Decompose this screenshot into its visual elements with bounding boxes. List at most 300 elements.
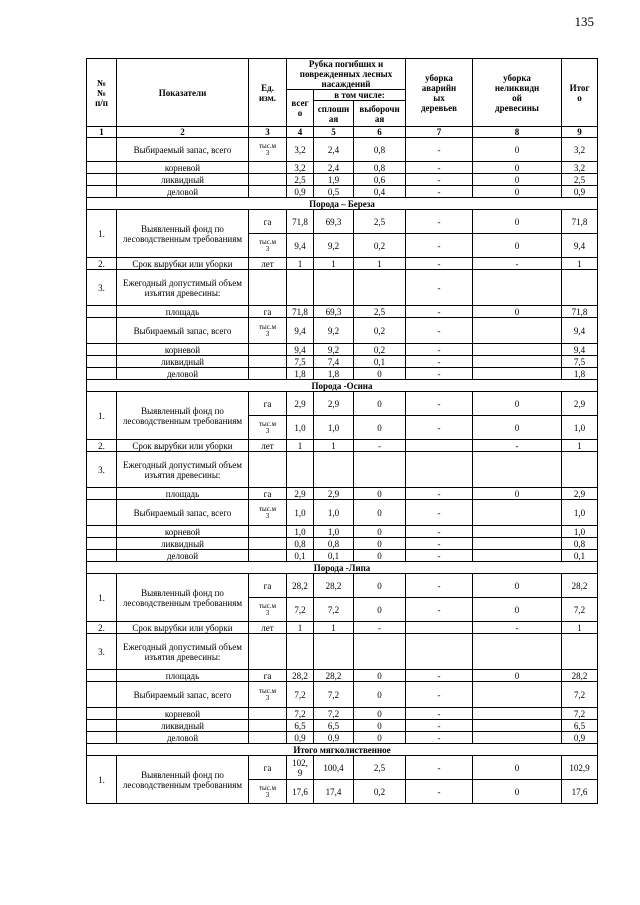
table-cell xyxy=(249,356,287,368)
table-row xyxy=(87,356,598,368)
table-cell: 0,9 xyxy=(562,732,598,744)
table-row xyxy=(87,258,598,270)
table-cell xyxy=(473,550,562,562)
table-cell xyxy=(354,634,406,670)
table-cell: - xyxy=(406,306,473,318)
table-cell xyxy=(473,708,562,720)
unit-cell: тыс.м 3 xyxy=(249,416,287,440)
table-cell xyxy=(87,732,117,744)
table-cell xyxy=(87,174,117,186)
column-number: 9 xyxy=(562,127,598,138)
table-cell xyxy=(249,550,287,562)
table-row xyxy=(87,670,598,682)
table-cell xyxy=(473,526,562,538)
table-cell: 0,2 xyxy=(354,780,406,804)
indicator-name: Выбираемый запас, всего xyxy=(117,318,249,344)
table-cell xyxy=(249,634,287,670)
table-cell xyxy=(87,500,117,526)
table-cell: - xyxy=(406,574,473,598)
table-cell: 9,4 xyxy=(562,318,598,344)
table-cell: 2,9 xyxy=(314,392,354,416)
table-cell xyxy=(87,368,117,380)
table-cell: 0 xyxy=(354,368,406,380)
table-cell: 7,2 xyxy=(314,708,354,720)
column-number: 2 xyxy=(117,127,249,138)
unit-cell: га xyxy=(249,488,287,500)
table-cell xyxy=(249,368,287,380)
table-cell: - xyxy=(354,622,406,634)
table-cell: 1,0 xyxy=(287,416,314,440)
table-cell: 9,2 xyxy=(314,318,354,344)
table-cell: 0,8 xyxy=(354,138,406,162)
table-cell: - xyxy=(406,368,473,380)
page-number: 135 xyxy=(574,14,594,29)
table-cell xyxy=(406,622,473,634)
table-cell: 7,5 xyxy=(287,356,314,368)
column-number: 7 xyxy=(406,127,473,138)
table-cell: 71,8 xyxy=(562,210,598,234)
table-cell: 1,0 xyxy=(562,416,598,440)
table-row xyxy=(87,574,598,598)
table-cell xyxy=(87,550,117,562)
indicator-name: деловой xyxy=(117,732,249,744)
table-cell xyxy=(473,318,562,344)
table-cell xyxy=(87,138,117,162)
table-cell: - xyxy=(406,344,473,356)
table-cell: 2,9 xyxy=(287,488,314,500)
table-row xyxy=(87,622,598,634)
table-cell: 0 xyxy=(354,550,406,562)
table-cell: 17,6 xyxy=(562,780,598,804)
table-row xyxy=(87,380,598,392)
table-cell: 2. xyxy=(87,258,117,270)
table-cell xyxy=(473,368,562,380)
column-number: 3 xyxy=(249,127,287,138)
indicator-name: площадь xyxy=(117,670,249,682)
table-row xyxy=(87,440,598,452)
indicator-name: ликвидный xyxy=(117,174,249,186)
table-cell: - xyxy=(406,780,473,804)
table-cell: 0 xyxy=(354,720,406,732)
indicator-name: Срок вырубки или уборки xyxy=(117,622,249,634)
table-cell: - xyxy=(406,356,473,368)
indicator-name: ликвидный xyxy=(117,356,249,368)
table-cell: - xyxy=(406,670,473,682)
table-cell: 1,0 xyxy=(562,500,598,526)
table-cell: 69,3 xyxy=(314,210,354,234)
table-cell: 0 xyxy=(473,234,562,258)
table-cell: 0,4 xyxy=(354,186,406,198)
table-cell: 2,9 xyxy=(562,392,598,416)
table-cell: 71,8 xyxy=(287,210,314,234)
table-cell xyxy=(473,344,562,356)
table-cell xyxy=(406,634,473,670)
table-cell: 1. xyxy=(87,756,117,804)
table-cell: 1 xyxy=(314,258,354,270)
table-cell: 2,4 xyxy=(314,162,354,174)
header-selective: выборочн ая xyxy=(354,101,406,127)
table-cell: 0,8 xyxy=(562,538,598,550)
unit-cell: га xyxy=(249,670,287,682)
table-cell xyxy=(562,634,598,670)
table-cell: 2,5 xyxy=(354,210,406,234)
table-cell: 0 xyxy=(354,670,406,682)
table-cell: - xyxy=(354,440,406,452)
indicator-name: Ежегодный допустимый объем изъятия древесины: xyxy=(117,452,249,488)
table-cell: 1 xyxy=(354,258,406,270)
table-cell xyxy=(249,270,287,306)
table-cell: 1 xyxy=(287,258,314,270)
table-cell: - xyxy=(473,440,562,452)
table-cell: - xyxy=(406,162,473,174)
column-number: 6 xyxy=(354,127,406,138)
table-cell: 28,2 xyxy=(287,574,314,598)
table-cell: 17,4 xyxy=(314,780,354,804)
table-cell: 102,9 xyxy=(562,756,598,780)
header-sum: Итог о xyxy=(562,59,598,127)
indicator-name: Срок вырубки или уборки xyxy=(117,440,249,452)
table-cell xyxy=(473,682,562,708)
table-cell xyxy=(473,356,562,368)
table-cell xyxy=(354,452,406,488)
section-title: Итого мягколиственное xyxy=(87,744,598,756)
table-cell: - xyxy=(406,234,473,258)
table-cell: 7,2 xyxy=(314,682,354,708)
indicator-name: корневой xyxy=(117,708,249,720)
table-cell: 0,9 xyxy=(287,732,314,744)
table-cell: 7,5 xyxy=(562,356,598,368)
table-cell: 0 xyxy=(354,732,406,744)
table-cell xyxy=(87,538,117,550)
indicator-name: Выбираемый запас, всего xyxy=(117,500,249,526)
table-cell: 7,2 xyxy=(562,598,598,622)
table-cell: - xyxy=(406,732,473,744)
table-cell: 1 xyxy=(314,622,354,634)
unit-cell: тыс.м 3 xyxy=(249,234,287,258)
column-number: 4 xyxy=(287,127,314,138)
table-cell xyxy=(406,440,473,452)
table-row xyxy=(87,744,598,756)
table-cell xyxy=(87,708,117,720)
table-row xyxy=(87,720,598,732)
table-cell xyxy=(87,670,117,682)
unit-cell: тыс.м 3 xyxy=(249,500,287,526)
unit-cell: тыс.м 3 xyxy=(249,318,287,344)
table-cell xyxy=(87,162,117,174)
table-row xyxy=(87,162,598,174)
table-cell: - xyxy=(406,210,473,234)
table-cell: 0,1 xyxy=(562,550,598,562)
table-cell xyxy=(87,356,117,368)
header-unit: Ед. изм. xyxy=(249,59,287,127)
table-row xyxy=(87,634,598,670)
table-cell xyxy=(473,538,562,550)
table-cell xyxy=(314,452,354,488)
column-number: 8 xyxy=(473,127,562,138)
table-cell: - xyxy=(406,416,473,440)
table-cell xyxy=(473,452,562,488)
indicator-name: Выявленный фонд по лесоводственным требованиям xyxy=(117,392,249,440)
indicator-name: деловой xyxy=(117,186,249,198)
unit-cell: га xyxy=(249,392,287,416)
table-cell: 0,2 xyxy=(354,344,406,356)
table-cell xyxy=(314,634,354,670)
table-cell: 3. xyxy=(87,634,117,670)
header-felling: Рубка погибших и поврежденных лесных насаждений xyxy=(287,59,406,90)
table-row xyxy=(87,138,598,162)
table-cell: - xyxy=(406,318,473,344)
header-indicator: Показатели xyxy=(117,59,249,127)
indicator-name: ликвидный xyxy=(117,538,249,550)
table-cell: 0,5 xyxy=(314,186,354,198)
table-cell: 1 xyxy=(562,440,598,452)
table-cell: 0 xyxy=(354,488,406,500)
table-cell xyxy=(249,538,287,550)
column-number: 1 xyxy=(87,127,117,138)
table-cell xyxy=(473,500,562,526)
table-cell: 3. xyxy=(87,452,117,488)
table-cell: - xyxy=(406,550,473,562)
table-cell xyxy=(562,452,598,488)
table-cell xyxy=(249,452,287,488)
table-cell: 28,2 xyxy=(314,574,354,598)
unit-cell: га xyxy=(249,574,287,598)
table-cell xyxy=(87,720,117,732)
unit-cell: га xyxy=(249,756,287,780)
table-cell: 1,8 xyxy=(314,368,354,380)
indicator-name: ликвидный xyxy=(117,720,249,732)
table-cell: - xyxy=(406,138,473,162)
indicator-name: Выявленный фонд по лесоводственным требованиям xyxy=(117,574,249,622)
table-cell: 0 xyxy=(473,174,562,186)
table-cell: 7,4 xyxy=(314,356,354,368)
section-title: Порода -Осина xyxy=(87,380,598,392)
table-cell xyxy=(287,634,314,670)
table-cell: 1,8 xyxy=(287,368,314,380)
table-cell: 71,8 xyxy=(562,306,598,318)
table-cell xyxy=(87,344,117,356)
table-cell: 17,6 xyxy=(287,780,314,804)
table-cell: - xyxy=(406,258,473,270)
table-cell: 0 xyxy=(473,392,562,416)
table-cell: 0 xyxy=(354,526,406,538)
table-cell: 1,0 xyxy=(287,500,314,526)
table-cell: 1,0 xyxy=(287,526,314,538)
indicator-name: Выявленный фонд по лесоводственным требованиям xyxy=(117,210,249,258)
section-title: Порода -Липа xyxy=(87,562,598,574)
table-cell: 2,5 xyxy=(354,306,406,318)
table-cell: 7,2 xyxy=(287,598,314,622)
table-cell: 6,5 xyxy=(287,720,314,732)
table-cell: - xyxy=(473,258,562,270)
unit-cell: тыс.м 3 xyxy=(249,780,287,804)
indicator-name: Выявленный фонд по лесоводственным требованиям xyxy=(117,756,249,804)
table-row xyxy=(87,186,598,198)
table-row xyxy=(87,708,598,720)
table-cell xyxy=(87,318,117,344)
table-cell: 100,4 xyxy=(314,756,354,780)
header-clear: сплошн ая xyxy=(314,101,354,127)
table-cell: 2,5 xyxy=(354,756,406,780)
table-cell: 0 xyxy=(473,162,562,174)
table-cell: 2,5 xyxy=(562,174,598,186)
unit-cell: га xyxy=(249,210,287,234)
table-row xyxy=(87,682,598,708)
table-cell: 1,0 xyxy=(314,526,354,538)
table-cell: 28,2 xyxy=(562,670,598,682)
forest-felling-table xyxy=(86,58,598,804)
table-cell: 0,9 xyxy=(562,186,598,198)
table-cell: 0,8 xyxy=(354,162,406,174)
table-cell xyxy=(473,634,562,670)
table-cell: 3,2 xyxy=(562,138,598,162)
table-cell: 3,2 xyxy=(562,162,598,174)
table-cell: - xyxy=(473,622,562,634)
table-cell: 9,4 xyxy=(562,344,598,356)
table-cell: 2. xyxy=(87,440,117,452)
table-cell xyxy=(562,270,598,306)
unit-cell: тыс.м 3 xyxy=(249,598,287,622)
table-cell: 0 xyxy=(473,186,562,198)
table-cell: 0,1 xyxy=(354,356,406,368)
table-cell: 7,2 xyxy=(287,682,314,708)
table-cell: 0 xyxy=(473,488,562,500)
table-row xyxy=(87,210,598,234)
table-cell: 0 xyxy=(354,416,406,440)
table-cell: 0,1 xyxy=(287,550,314,562)
table-cell: 0 xyxy=(473,574,562,598)
table-cell: 0 xyxy=(473,210,562,234)
table-cell: - xyxy=(406,682,473,708)
table-cell xyxy=(354,270,406,306)
table-cell: 7,2 xyxy=(314,598,354,622)
table-cell: 0 xyxy=(354,682,406,708)
table-cell: 0 xyxy=(473,670,562,682)
header-illiquid: уборка неликвидн ой древесины xyxy=(473,59,562,127)
table-cell: 1 xyxy=(562,258,598,270)
indicator-name: корневой xyxy=(117,526,249,538)
table-cell xyxy=(249,344,287,356)
table-cell: 0 xyxy=(354,708,406,720)
table-cell: 0 xyxy=(354,598,406,622)
table-cell: 1,8 xyxy=(562,368,598,380)
table-cell: 1 xyxy=(562,622,598,634)
indicator-name: Выбираемый запас, всего xyxy=(117,138,249,162)
unit-cell xyxy=(249,174,287,186)
table-cell xyxy=(87,306,117,318)
section-title: Порода – Береза xyxy=(87,198,598,210)
table-cell xyxy=(87,488,117,500)
table-cell: 0,9 xyxy=(287,186,314,198)
table-cell: 9,2 xyxy=(314,234,354,258)
table-cell: 1,9 xyxy=(314,174,354,186)
header-num: № № п/п xyxy=(87,59,117,127)
table-cell xyxy=(406,452,473,488)
table-cell: 28,2 xyxy=(562,574,598,598)
header-total: всег о xyxy=(287,90,314,127)
table-cell: - xyxy=(406,270,473,306)
table-cell: 0,8 xyxy=(314,538,354,550)
table-cell: 7,2 xyxy=(562,708,598,720)
indicator-name: корневой xyxy=(117,162,249,174)
table-cell: - xyxy=(406,392,473,416)
table-cell xyxy=(287,452,314,488)
table-cell: 1. xyxy=(87,574,117,622)
table-cell: 6,5 xyxy=(314,720,354,732)
table-cell: - xyxy=(406,174,473,186)
table-cell: - xyxy=(406,598,473,622)
table-row xyxy=(87,318,598,344)
unit-cell: лет xyxy=(249,440,287,452)
unit-cell: лет xyxy=(249,622,287,634)
table-cell: 0,2 xyxy=(354,234,406,258)
table-cell: 1. xyxy=(87,210,117,258)
table-cell: 1,0 xyxy=(314,416,354,440)
table-cell: 1 xyxy=(314,440,354,452)
table-cell: 7,2 xyxy=(287,708,314,720)
indicator-name: деловой xyxy=(117,550,249,562)
table-cell: 28,2 xyxy=(314,670,354,682)
table-row xyxy=(87,732,598,744)
table-cell: 0 xyxy=(473,306,562,318)
table-row xyxy=(87,538,598,550)
table-cell: 28,2 xyxy=(287,670,314,682)
table-row xyxy=(87,500,598,526)
table-cell xyxy=(87,526,117,538)
table-cell: - xyxy=(406,500,473,526)
table-cell: 0 xyxy=(354,392,406,416)
table-cell: 2,9 xyxy=(287,392,314,416)
unit-cell: тыс.м 3 xyxy=(249,138,287,162)
table-cell xyxy=(473,720,562,732)
table-cell: 0 xyxy=(354,574,406,598)
table-cell: 3,2 xyxy=(287,138,314,162)
table-cell: 9,4 xyxy=(287,318,314,344)
table-cell xyxy=(473,270,562,306)
table-cell: - xyxy=(406,538,473,550)
table-cell xyxy=(314,270,354,306)
table-cell: 0 xyxy=(473,780,562,804)
table-cell: 0,9 xyxy=(314,732,354,744)
table-row xyxy=(87,344,598,356)
table-cell: 2,5 xyxy=(287,174,314,186)
table-cell: 7,2 xyxy=(562,682,598,708)
indicator-name: площадь xyxy=(117,488,249,500)
table-cell xyxy=(87,682,117,708)
table-cell: 0 xyxy=(473,598,562,622)
table-row xyxy=(87,127,598,138)
table-cell: 0 xyxy=(473,756,562,780)
indicator-name: Ежегодный допустимый объем изъятия древесины: xyxy=(117,270,249,306)
table-cell xyxy=(249,526,287,538)
table-cell: 2,9 xyxy=(314,488,354,500)
indicator-name: площадь xyxy=(117,306,249,318)
header-emergency: уборка аварийн ых деревьев xyxy=(406,59,473,127)
indicator-name: корневой xyxy=(117,344,249,356)
table-cell: 0 xyxy=(354,500,406,526)
table-row xyxy=(87,368,598,380)
table-row xyxy=(87,270,598,306)
table-cell: 2,4 xyxy=(314,138,354,162)
table-cell: 0,1 xyxy=(314,550,354,562)
table-cell xyxy=(249,708,287,720)
unit-cell: тыс.м 3 xyxy=(249,682,287,708)
table-cell: 0 xyxy=(473,138,562,162)
column-number: 5 xyxy=(314,127,354,138)
table-cell: 69,3 xyxy=(314,306,354,318)
unit-cell xyxy=(249,186,287,198)
indicator-name: Выбираемый запас, всего xyxy=(117,682,249,708)
